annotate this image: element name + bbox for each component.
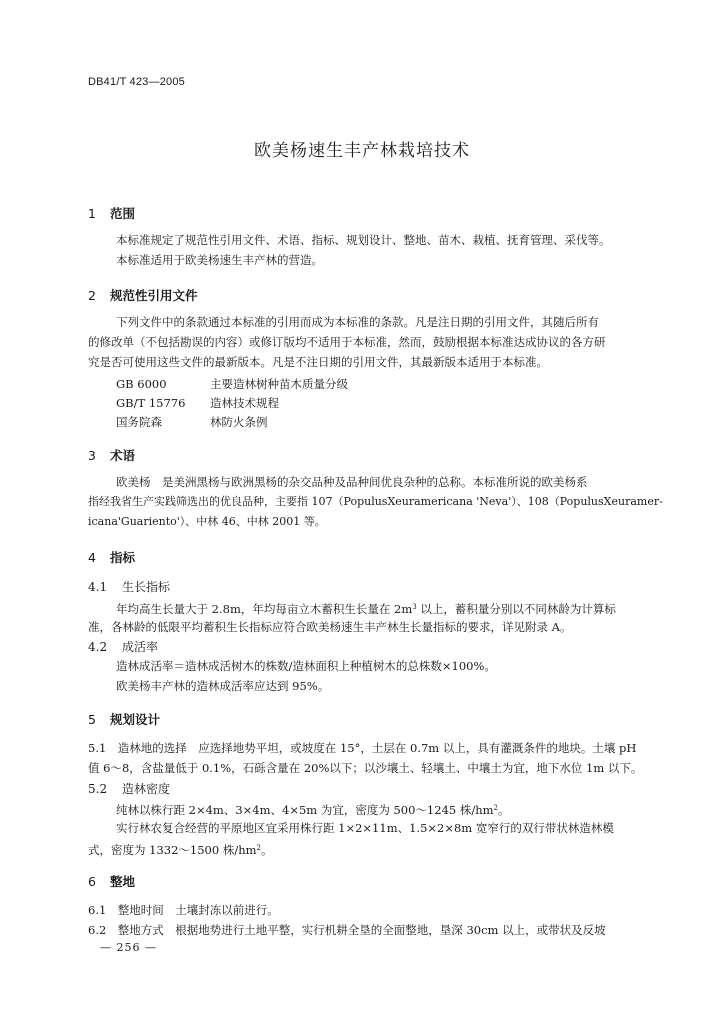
section-number: 1 <box>88 206 96 221</box>
section-number: 2 <box>88 288 96 303</box>
section-number: 3 <box>88 448 96 463</box>
subsection-title: 成活率 <box>122 640 159 654</box>
section-4-heading <box>88 548 135 566</box>
document-title: 欧美杨速生丰产林栽培技术 <box>254 141 470 161</box>
s3-line-3: icana'Guariento'）、中林 46、中林 2001 等。 <box>88 515 326 528</box>
subsection-number: 4.1 <box>88 580 108 594</box>
standard-code: DB41/T 423—2005 <box>88 76 185 88</box>
section-5-heading <box>88 710 160 728</box>
text-part: 。 <box>261 843 273 857</box>
subsection-title: 生长指标 <box>122 580 171 594</box>
s3-line-2: 指经我省生产实践筛选出的优良品种，主要指 107（PopulusXeuramericana 'Neva'）、108（PopulusXeuramer- <box>88 495 663 508</box>
s6-1-line: 6.1 整地时间 土壤封冻以前进行。 <box>88 903 279 917</box>
reference-name: 造林技术规程 <box>210 396 279 410</box>
s5-2-line-3 <box>88 838 658 860</box>
s2-line-2: 的修改单（不包括勘误的内容）或修订版均不适用于本标准，然而，鼓励根据本标准达成协议的各方研 <box>88 335 606 349</box>
s6-2-line: 6.2 整地方式 根据地势进行土地平整，实行机耕全垦的全面整地，垦深 30cm 以上，或带状及反坡 <box>88 923 606 937</box>
text-part: 年均高生长量大于 2.8m，年均每亩立木蓄积生长量在 2m <box>116 602 413 616</box>
section-number: 4 <box>88 550 96 565</box>
superscript: 2 <box>256 844 261 852</box>
text-part: 以上，蓄积量分别以不同林龄为计算标 <box>416 602 616 616</box>
section-title: 规范性引用文件 <box>110 288 198 303</box>
text-part: 。 <box>498 803 510 817</box>
s3-line-1: 欧美杨 是美洲黑杨与欧洲黑杨的杂交品种及品种间优良杂种的总称。本标准所说的欧美杨系 <box>116 475 588 489</box>
reference-item <box>116 376 348 392</box>
reference-name: 主要造林树种苗木质量分级 <box>210 377 348 391</box>
section-title: 范围 <box>110 206 136 221</box>
superscript: 3 <box>412 603 417 611</box>
s4-2-line-1: 造林成活率＝造林成活树木的株数/造林面积上种植树木的总株数×100%。 <box>116 659 496 673</box>
section-title: 整地 <box>110 874 136 889</box>
reference-code: GB/T 15776 <box>116 396 186 410</box>
subsection-4-2-heading <box>88 638 158 655</box>
section-2-heading <box>88 286 198 304</box>
reference-name: 林防火条例 <box>210 415 268 429</box>
s5-1-line-2: 值 6～8，含盐量低于 0.1%，石砾含量在 20%以下；以沙壤土、轻壤土、中壤土为宜，地下水位 1m 以下。 <box>88 761 643 775</box>
subsection-number: 5.2 <box>88 782 108 796</box>
section-number: 6 <box>88 874 96 889</box>
s5-2-line-2: 实行林农复合经营的平原地区宜采用株行距 1×2×11m、1.5×2×8m 宽窄行的双行带状林造林模 <box>116 821 614 835</box>
section-1-heading <box>88 204 135 222</box>
subsection-5-2-heading <box>88 780 170 797</box>
subsection-title: 造林密度 <box>122 782 171 796</box>
s2-line-3: 究是否可使用这些文件的最新版本。凡是不注日期的引用文件，其最新版本适用于本标准。 <box>88 355 548 369</box>
s1-paragraph-2: 本标准适用于欧美杨速生丰产林的营造。 <box>116 253 323 267</box>
reference-item <box>116 395 279 411</box>
reference-item <box>116 414 268 430</box>
s4-1-line-2: 准，各林龄的低限平均蓄积生长指标应符合欧美杨速生丰产林生长量指标的要求，详见附录 A。 <box>88 620 572 634</box>
superscript: 2 <box>493 804 499 812</box>
section-title: 术语 <box>110 448 136 463</box>
s4-1-line-1 <box>88 597 686 619</box>
page-number: — 256 — <box>100 941 157 954</box>
s4-2-line-2: 欧美杨丰产林的造林成活率应达到 95%。 <box>116 679 330 693</box>
subsection-number: 4.2 <box>88 640 108 654</box>
reference-code: 国务院森 <box>116 415 162 429</box>
s5-2-line-1 <box>88 798 686 820</box>
text-part: 纯林以株行距 2×4m、3×4m、4×5m 为宜，密度为 500～1245 株/hm <box>116 803 494 817</box>
s5-1-line-1: 5.1 造林地的选择 应选择地势平坦，或坡度在 15°，土层在 0.7m 以上，具有灌溉条件的地块。土壤 pH <box>88 741 637 755</box>
section-title: 指标 <box>110 550 136 565</box>
section-6-heading <box>88 872 135 890</box>
text-part: 式，密度为 1332～1500 株/hm <box>88 843 257 857</box>
s2-line-1: 下列文件中的条款通过本标准的引用而成为本标准的条款。凡是注日期的引用文件，其随后所有 <box>116 315 599 329</box>
s1-paragraph-1: 本标准规定了规范性引用文件、术语、指标、规划设计、整地、苗木、栽植、抚育管理、采伐等。 <box>116 233 611 247</box>
section-number: 5 <box>88 712 96 727</box>
section-3-heading <box>88 446 135 464</box>
reference-code: GB 6000 <box>116 377 167 391</box>
subsection-4-1-heading <box>88 578 170 595</box>
section-title: 规划设计 <box>110 712 161 727</box>
